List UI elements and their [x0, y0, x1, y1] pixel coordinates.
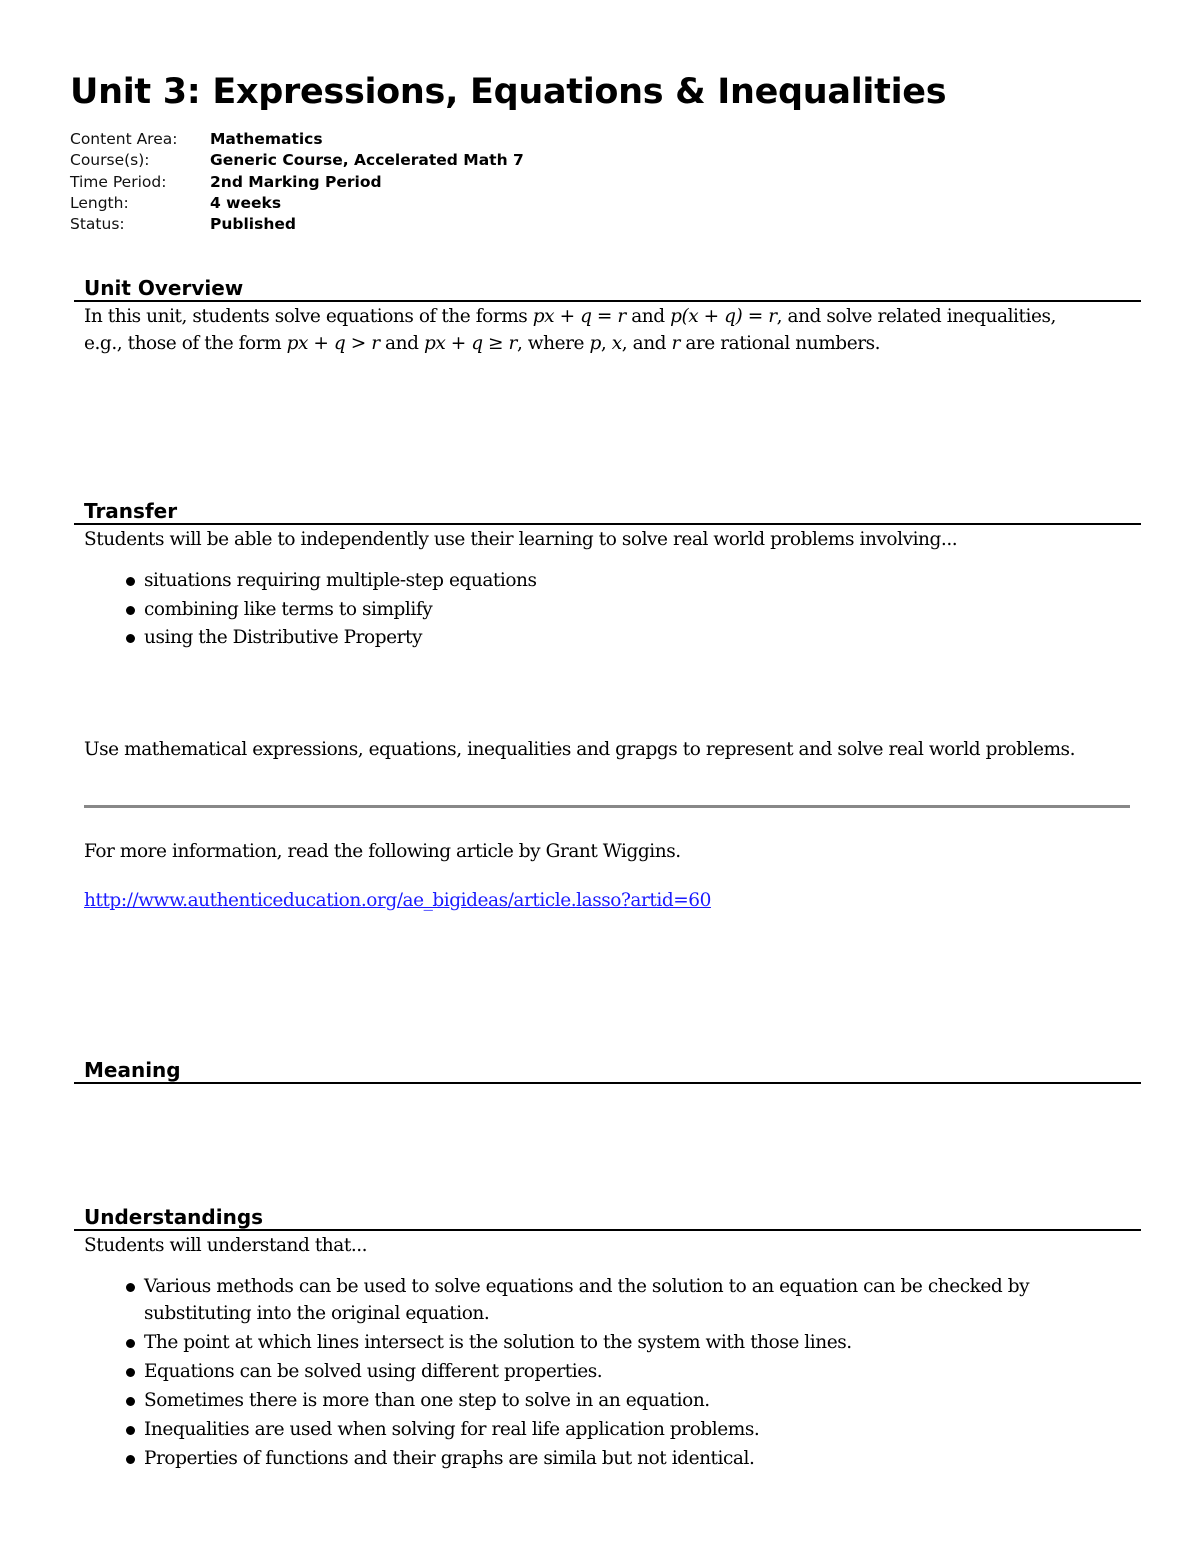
- understandings-section: [74, 1205, 1141, 1474]
- bullet-icon: [126, 577, 135, 586]
- meta-value: 4 weeks: [210, 193, 282, 212]
- section-heading-understandings: Understandings: [74, 1205, 1141, 1231]
- section-heading-transfer: Transfer: [74, 499, 1141, 525]
- bullet-icon: [126, 1368, 135, 1377]
- overview-line-2: [84, 330, 1141, 357]
- list-item-text: Inequalities are used when solving for real life application problems.: [144, 1419, 760, 1440]
- bullet-icon: [126, 1426, 135, 1435]
- text-run: are rational numbers.: [679, 333, 881, 354]
- transfer-section: [74, 499, 1141, 653]
- math-expression: r: [671, 333, 680, 354]
- meta-label: Course(s):: [70, 151, 150, 170]
- list-item: [74, 1416, 1084, 1445]
- text-run: In this unit, students solve equations of the forms: [84, 306, 533, 327]
- list-item-text: using the Distributive Property: [144, 627, 422, 648]
- meta-row-courses: [70, 150, 524, 171]
- unit-metadata: [70, 129, 524, 235]
- list-item: [74, 1273, 1084, 1329]
- bullet-icon: [126, 1397, 135, 1406]
- math-expression: x: [611, 333, 622, 354]
- more-info-text: For more information, read the following article by Grant Wiggins.: [84, 841, 681, 862]
- section-heading-meaning: Meaning: [74, 1058, 1141, 1084]
- section-heading-unit-overview: Unit Overview: [74, 276, 1141, 302]
- meta-row-status: [70, 214, 524, 235]
- list-item: [74, 567, 1141, 596]
- math-expression: px + q ≥ r: [423, 333, 517, 354]
- list-item: [74, 1358, 1084, 1387]
- meta-row-length: [70, 193, 524, 214]
- list-item-text: The point at which lines intersect is the solution to the system with those lines.: [144, 1332, 852, 1353]
- list-item: [74, 1329, 1084, 1358]
- article-link-anchor[interactable]: http://www.authenticeducation.org/ae_bigideas/article.lasso?artid=60: [84, 890, 711, 911]
- meaning-section: [74, 1058, 1141, 1084]
- meta-label: Content Area:: [70, 130, 178, 148]
- understandings-intro: Students will understand that...: [84, 1235, 368, 1256]
- math-expression: px + q > r: [286, 333, 380, 354]
- page-title: Unit 3: Expressions, Equations & Inequalities: [70, 72, 947, 112]
- list-item: [74, 624, 1141, 653]
- bullet-icon: [126, 634, 135, 643]
- text-run: , where: [516, 333, 590, 354]
- list-item: [74, 1445, 1084, 1474]
- unit-overview-text: [74, 303, 1141, 357]
- meta-value: Mathematics: [210, 130, 323, 148]
- bullet-icon: [126, 1283, 135, 1292]
- math-expression: p(x + q) = r: [670, 306, 777, 327]
- bullet-icon: [126, 606, 135, 615]
- list-item-text: Properties of functions and their graphs are simila but not identical.: [144, 1448, 755, 1469]
- list-item: [74, 1387, 1084, 1416]
- list-item-text: situations requiring multiple-step equations: [144, 570, 537, 591]
- list-item-text: combining like terms to simplify: [144, 598, 433, 620]
- text-run: and: [379, 333, 424, 354]
- text-run: and: [625, 306, 671, 327]
- overview-line-1: [84, 303, 1141, 330]
- meta-value: Published: [210, 215, 296, 234]
- bullet-icon: [126, 1339, 135, 1348]
- list-item-text: Equations can be solved using different properties.: [144, 1361, 603, 1382]
- text-run: e.g., those of the form: [84, 333, 287, 354]
- meta-label: Time Period:: [70, 172, 167, 191]
- meta-row-content-area: [70, 129, 524, 150]
- horizontal-divider: [84, 805, 1130, 808]
- text-run: , and: [621, 333, 672, 354]
- meta-row-time-period: [70, 172, 524, 193]
- understandings-list: [74, 1273, 1084, 1474]
- unit-overview-section: [74, 276, 1141, 357]
- transfer-intro: Students will be able to independently use their learning to solve real world problems involving...: [84, 529, 958, 550]
- transfer-list: [74, 567, 1141, 653]
- text-run: ,: [600, 333, 612, 354]
- text-run: , and solve related inequalities,: [776, 306, 1056, 327]
- bullet-icon: [126, 1455, 135, 1464]
- list-item-text: Various methods can be used to solve equations and the solution to an equation can be checked by substituting into the original equation.: [144, 1276, 1030, 1324]
- list-item-text: Sometimes there is more than one step to solve in an equation.: [144, 1390, 710, 1411]
- meta-value: Generic Course, Accelerated Math 7: [210, 151, 524, 170]
- article-link[interactable]: [84, 890, 711, 911]
- math-expression: px + q = r: [532, 306, 626, 327]
- list-item: [74, 596, 1141, 625]
- meta-label: Length:: [70, 193, 129, 212]
- math-expression: p: [589, 333, 601, 354]
- meta-label: Status:: [70, 215, 125, 234]
- meta-value: 2nd Marking Period: [210, 172, 382, 191]
- transfer-statement: Use mathematical expressions, equations, inequalities and grapgs to represent and solve real world problems.: [84, 739, 1076, 760]
